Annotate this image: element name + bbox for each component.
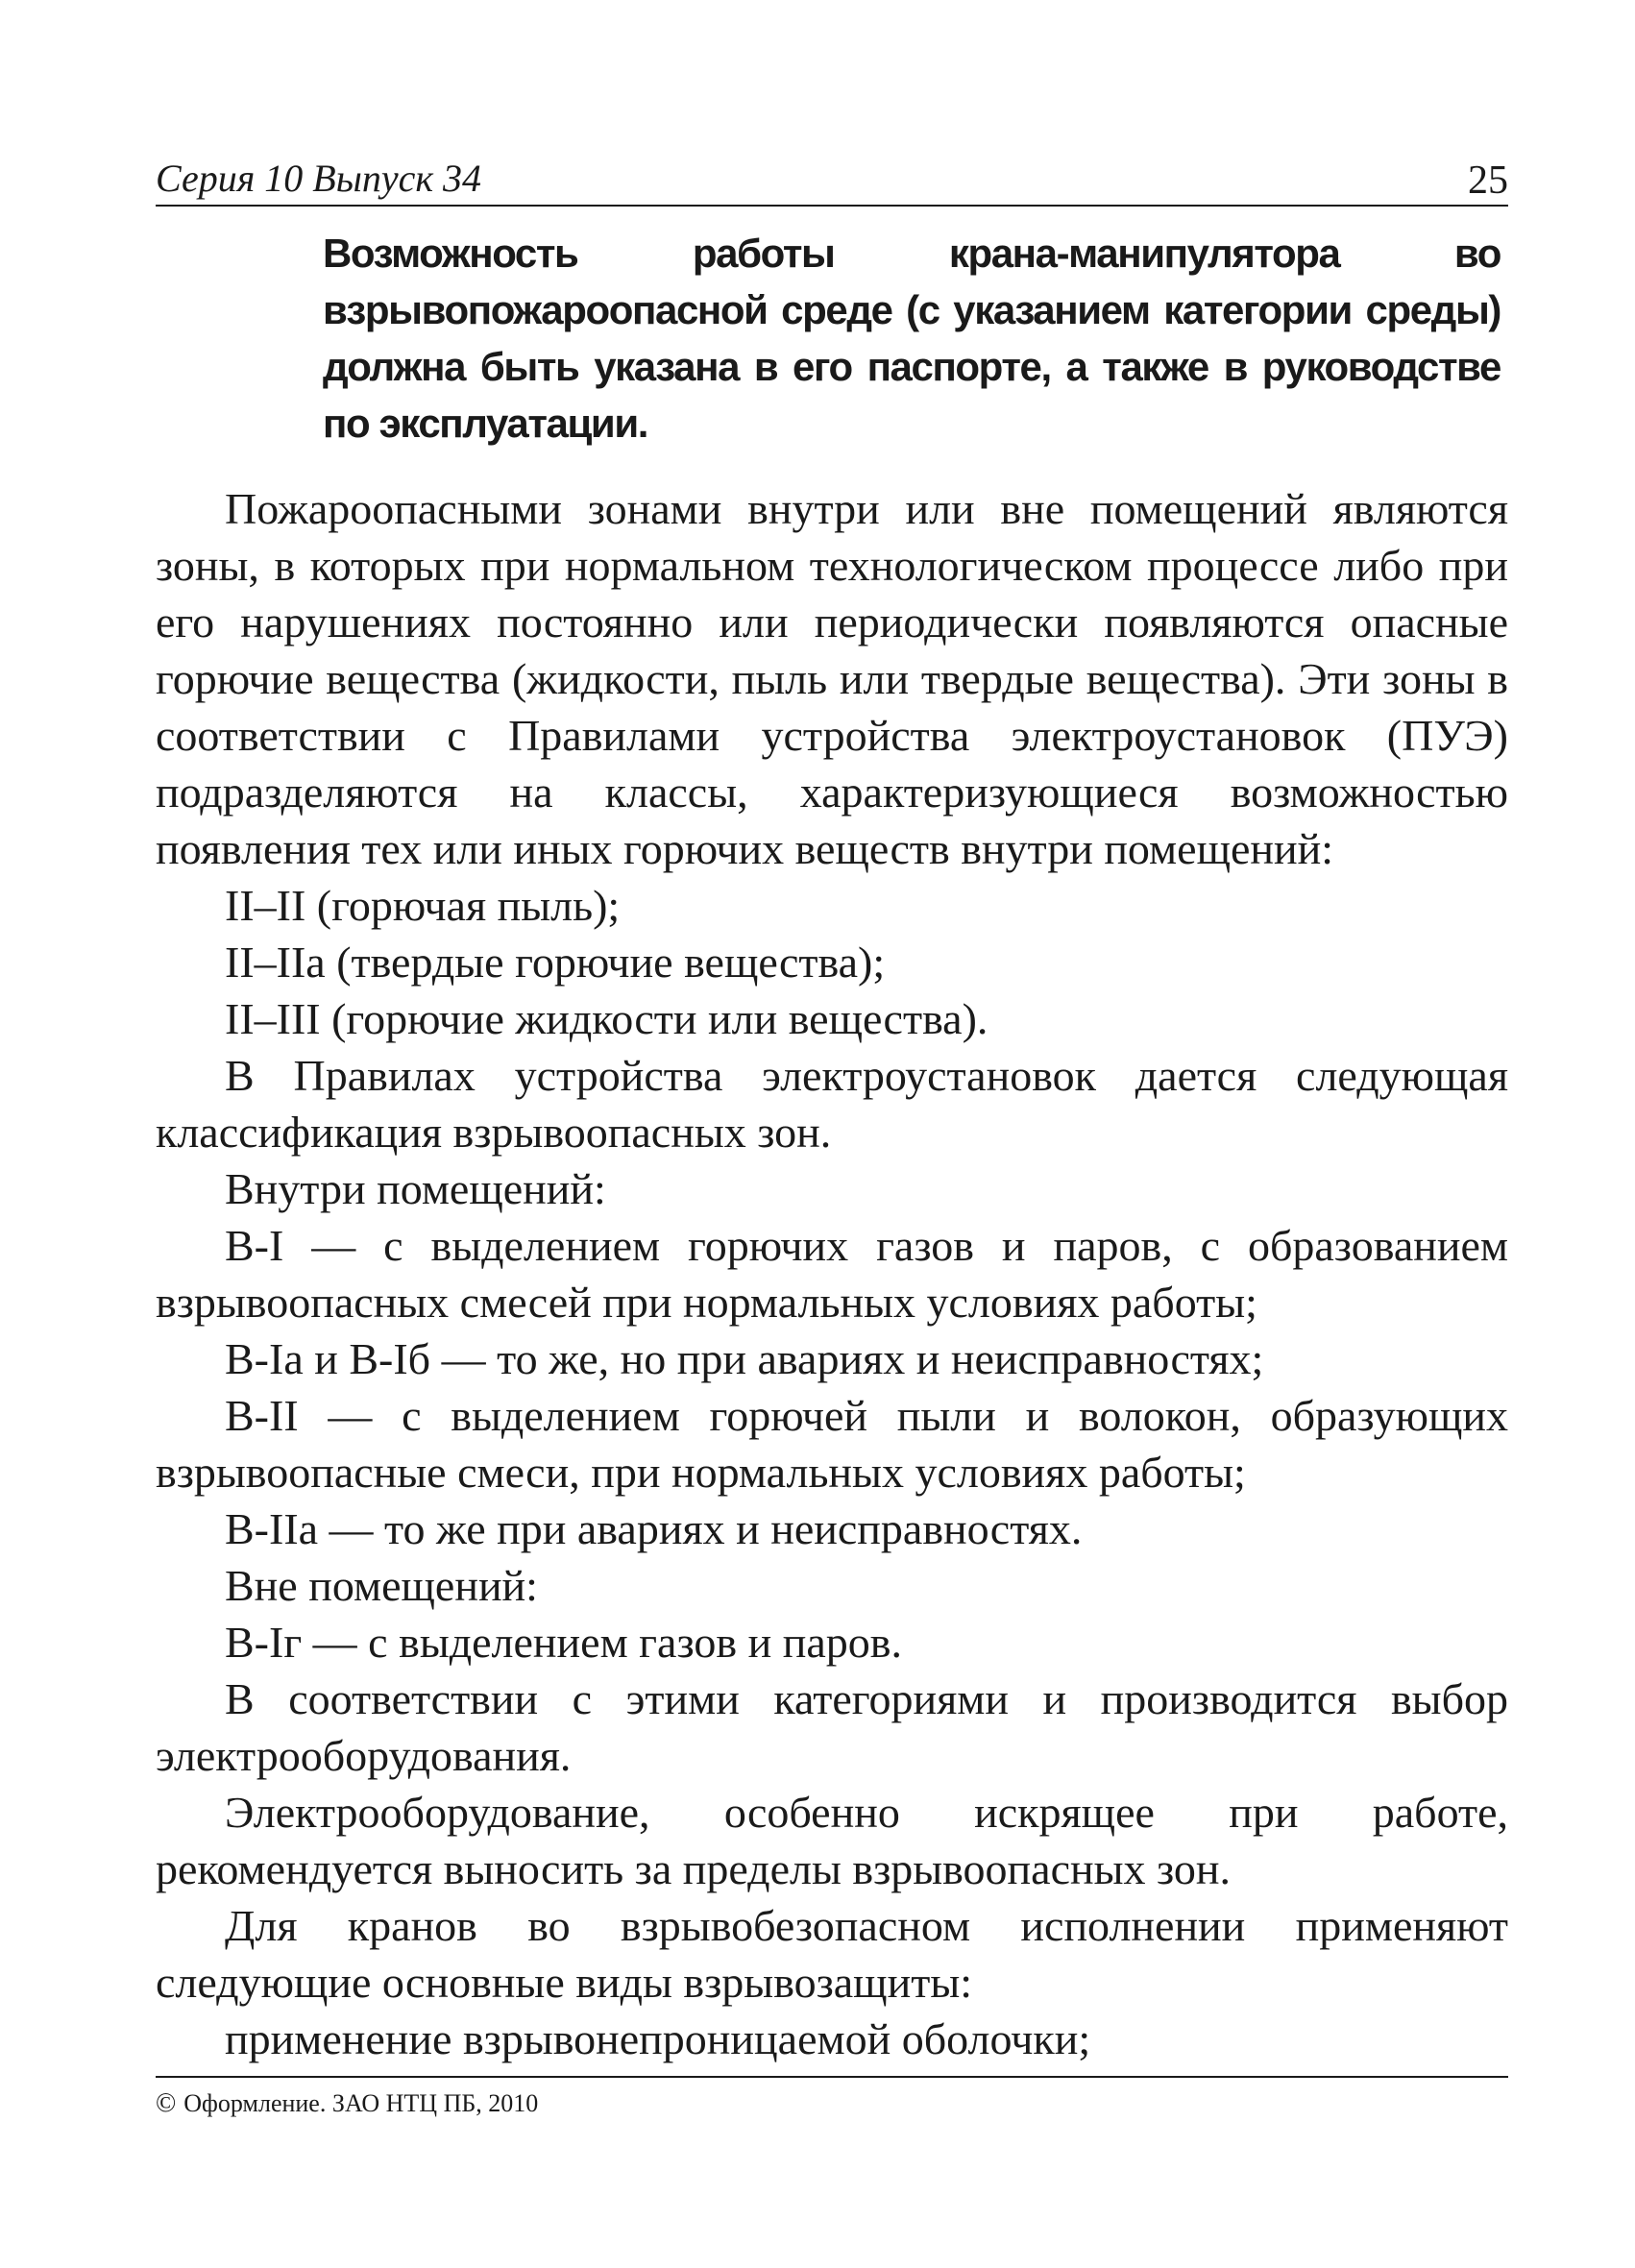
footer-text: Оформление. ЗАО НТЦ ПБ, 2010: [183, 2089, 539, 2117]
paragraph-sparking-equipment: Электрооборудование, особенно искрящее при работе, рекомендуется выносить за пределы взрывоопасных зон.: [156, 1788, 1508, 1893]
list-item-class-ii-iii: II–III (горючие жидкости или вещества).: [225, 994, 988, 1043]
list-item-class-ii-iia: II–IIа (твердые горючие вещества);: [225, 938, 886, 987]
subheading-indoor: Внутри помещений:: [225, 1164, 606, 1213]
highlighted-requirement: Возможность работы крана-манипулятора во взрывопожароопасной среде (с указанием категории среды) должна быть указана в его паспорте, а также в руководстве по эксплуатации.: [323, 231, 1501, 446]
footer: [156, 2088, 538, 2119]
paragraph-fire-hazard-zones: Пожароопасными зонами внутри или вне помещений являются зоны, в которых при нормальном технологическом процессе либо при его нарушениях постоянно или периодически появляются опасные горючие вещества (жидкости, пыль или твердые вещества). Эти зоны в соответствии с Правилами устройства электроустановок (ПУЭ) подразделяются на классы, характеризующиеся возможностью появления тех или иных горючих веществ внутри помещений:: [156, 484, 1508, 873]
page-number: 25: [1468, 159, 1508, 203]
list-item-class-b-iia: В-IIа — то же при авариях и неисправностях.: [225, 1504, 1083, 1553]
paragraph-equipment-selection: В соответствии с этими категориями и производится выбор электрооборудования.: [156, 1674, 1508, 1780]
list-item-flameproof-enclosure: применение взрывонепроницаемой оболочки;: [225, 2014, 1091, 2063]
list-item-class-b-ig: В-Iг — с выделением газов и паров.: [225, 1618, 902, 1667]
list-item-class-b-ii: В-II — с выделением горючей пыли и волокон, образующих взрывоопасные смеси, при нормальных условиях работы;: [156, 1391, 1508, 1497]
header-divider: [156, 205, 1508, 207]
copyright-icon: ©: [156, 2088, 177, 2118]
running-header: [156, 154, 1508, 204]
list-item-class-b-ia-ib: В-Iа и В-Iб — то же, но при авариях и неисправностях;: [225, 1334, 1264, 1383]
series-label: Серия 10 Выпуск 34: [156, 157, 482, 200]
paragraph-classification: В Правилах устройства электроустановок дается следующая классификация взрывоопасных зон.: [156, 1051, 1508, 1157]
list-item-class-ii-ii: II–II (горючая пыль);: [225, 881, 621, 930]
paragraph-explosion-protection: Для кранов во взрывобезопасном исполнении применяют следующие основные виды взрывозащиты:: [156, 1901, 1508, 2007]
list-item-class-b-i: В-I — с выделением горючих газов и паров, с образованием взрывоопасных смесей при нормальных условиях работы;: [156, 1221, 1508, 1327]
body-text: [156, 480, 1508, 2067]
subheading-outdoor: Вне помещений:: [225, 1561, 538, 1610]
footer-divider: [156, 2076, 1508, 2078]
